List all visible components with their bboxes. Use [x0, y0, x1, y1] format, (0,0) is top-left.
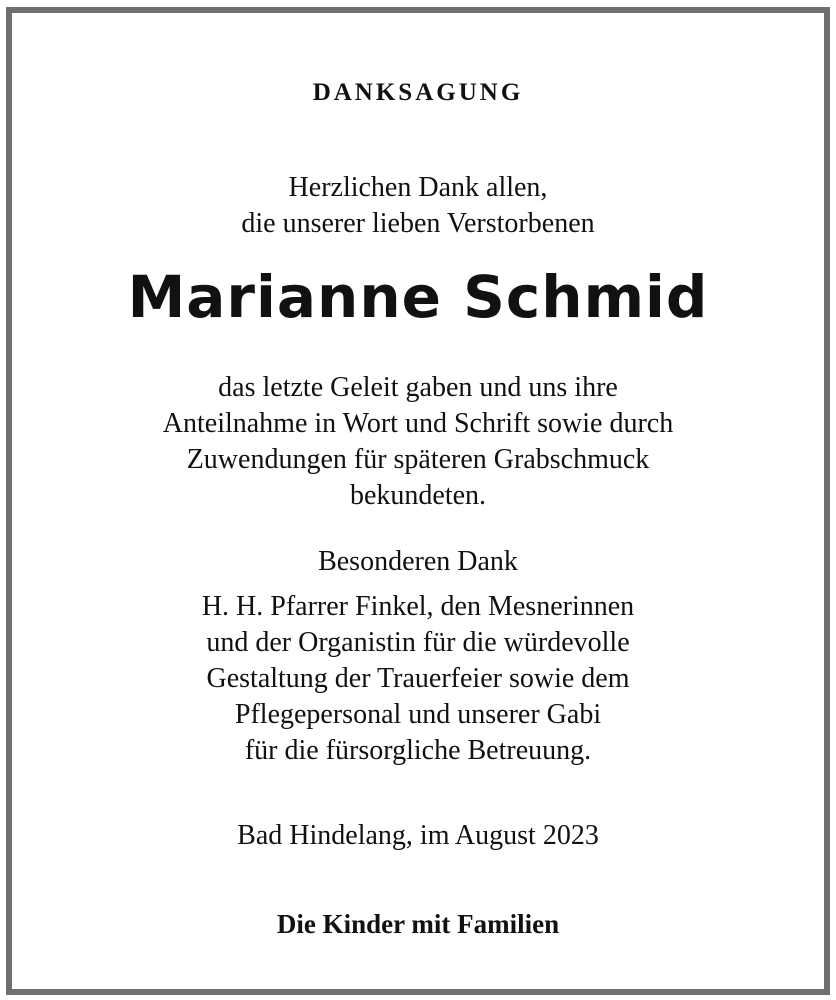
intro-line-2: die unserer lieben Verstorbenen: [241, 208, 595, 239]
signature: Die Kinder mit Familien: [276, 909, 560, 939]
notice-frame: [6, 7, 830, 995]
special-line-5: für die fürsorgliche Betreuung.: [244, 735, 592, 766]
special-line-3: Gestaltung der Trauerfeier sowie dem: [206, 663, 630, 694]
special-line-4: Pflegepersonal und unserer Gabi: [234, 699, 602, 730]
intro-line-1: Herzlichen Dank allen,: [288, 172, 548, 203]
deceased-name: Marianne Schmid: [127, 263, 709, 331]
place-date: Bad Hindelang, im August 2023: [237, 820, 599, 851]
thanks-line-1: das letzte Geleit gaben und uns ihre: [218, 372, 618, 403]
special-thanks-heading: Besonderen Dank: [318, 546, 518, 577]
special-line-1: H. H. Pfarrer Finkel, den Mesnerinnen: [201, 591, 635, 622]
special-thanks-text: [12, 589, 824, 769]
thanks-line-4: bekundeten.: [349, 480, 487, 511]
intro-text: [12, 170, 824, 242]
notice-heading: DANKSAGUNG: [312, 79, 524, 106]
thanks-line-2: Anteilnahme in Wort und Schrift sowie durch: [162, 408, 674, 439]
special-line-2: und der Organistin für die würdevolle: [206, 627, 630, 658]
thanks-text: [12, 370, 824, 514]
thanks-line-3: Zuwendungen für späteren Grabschmuck: [186, 444, 650, 475]
